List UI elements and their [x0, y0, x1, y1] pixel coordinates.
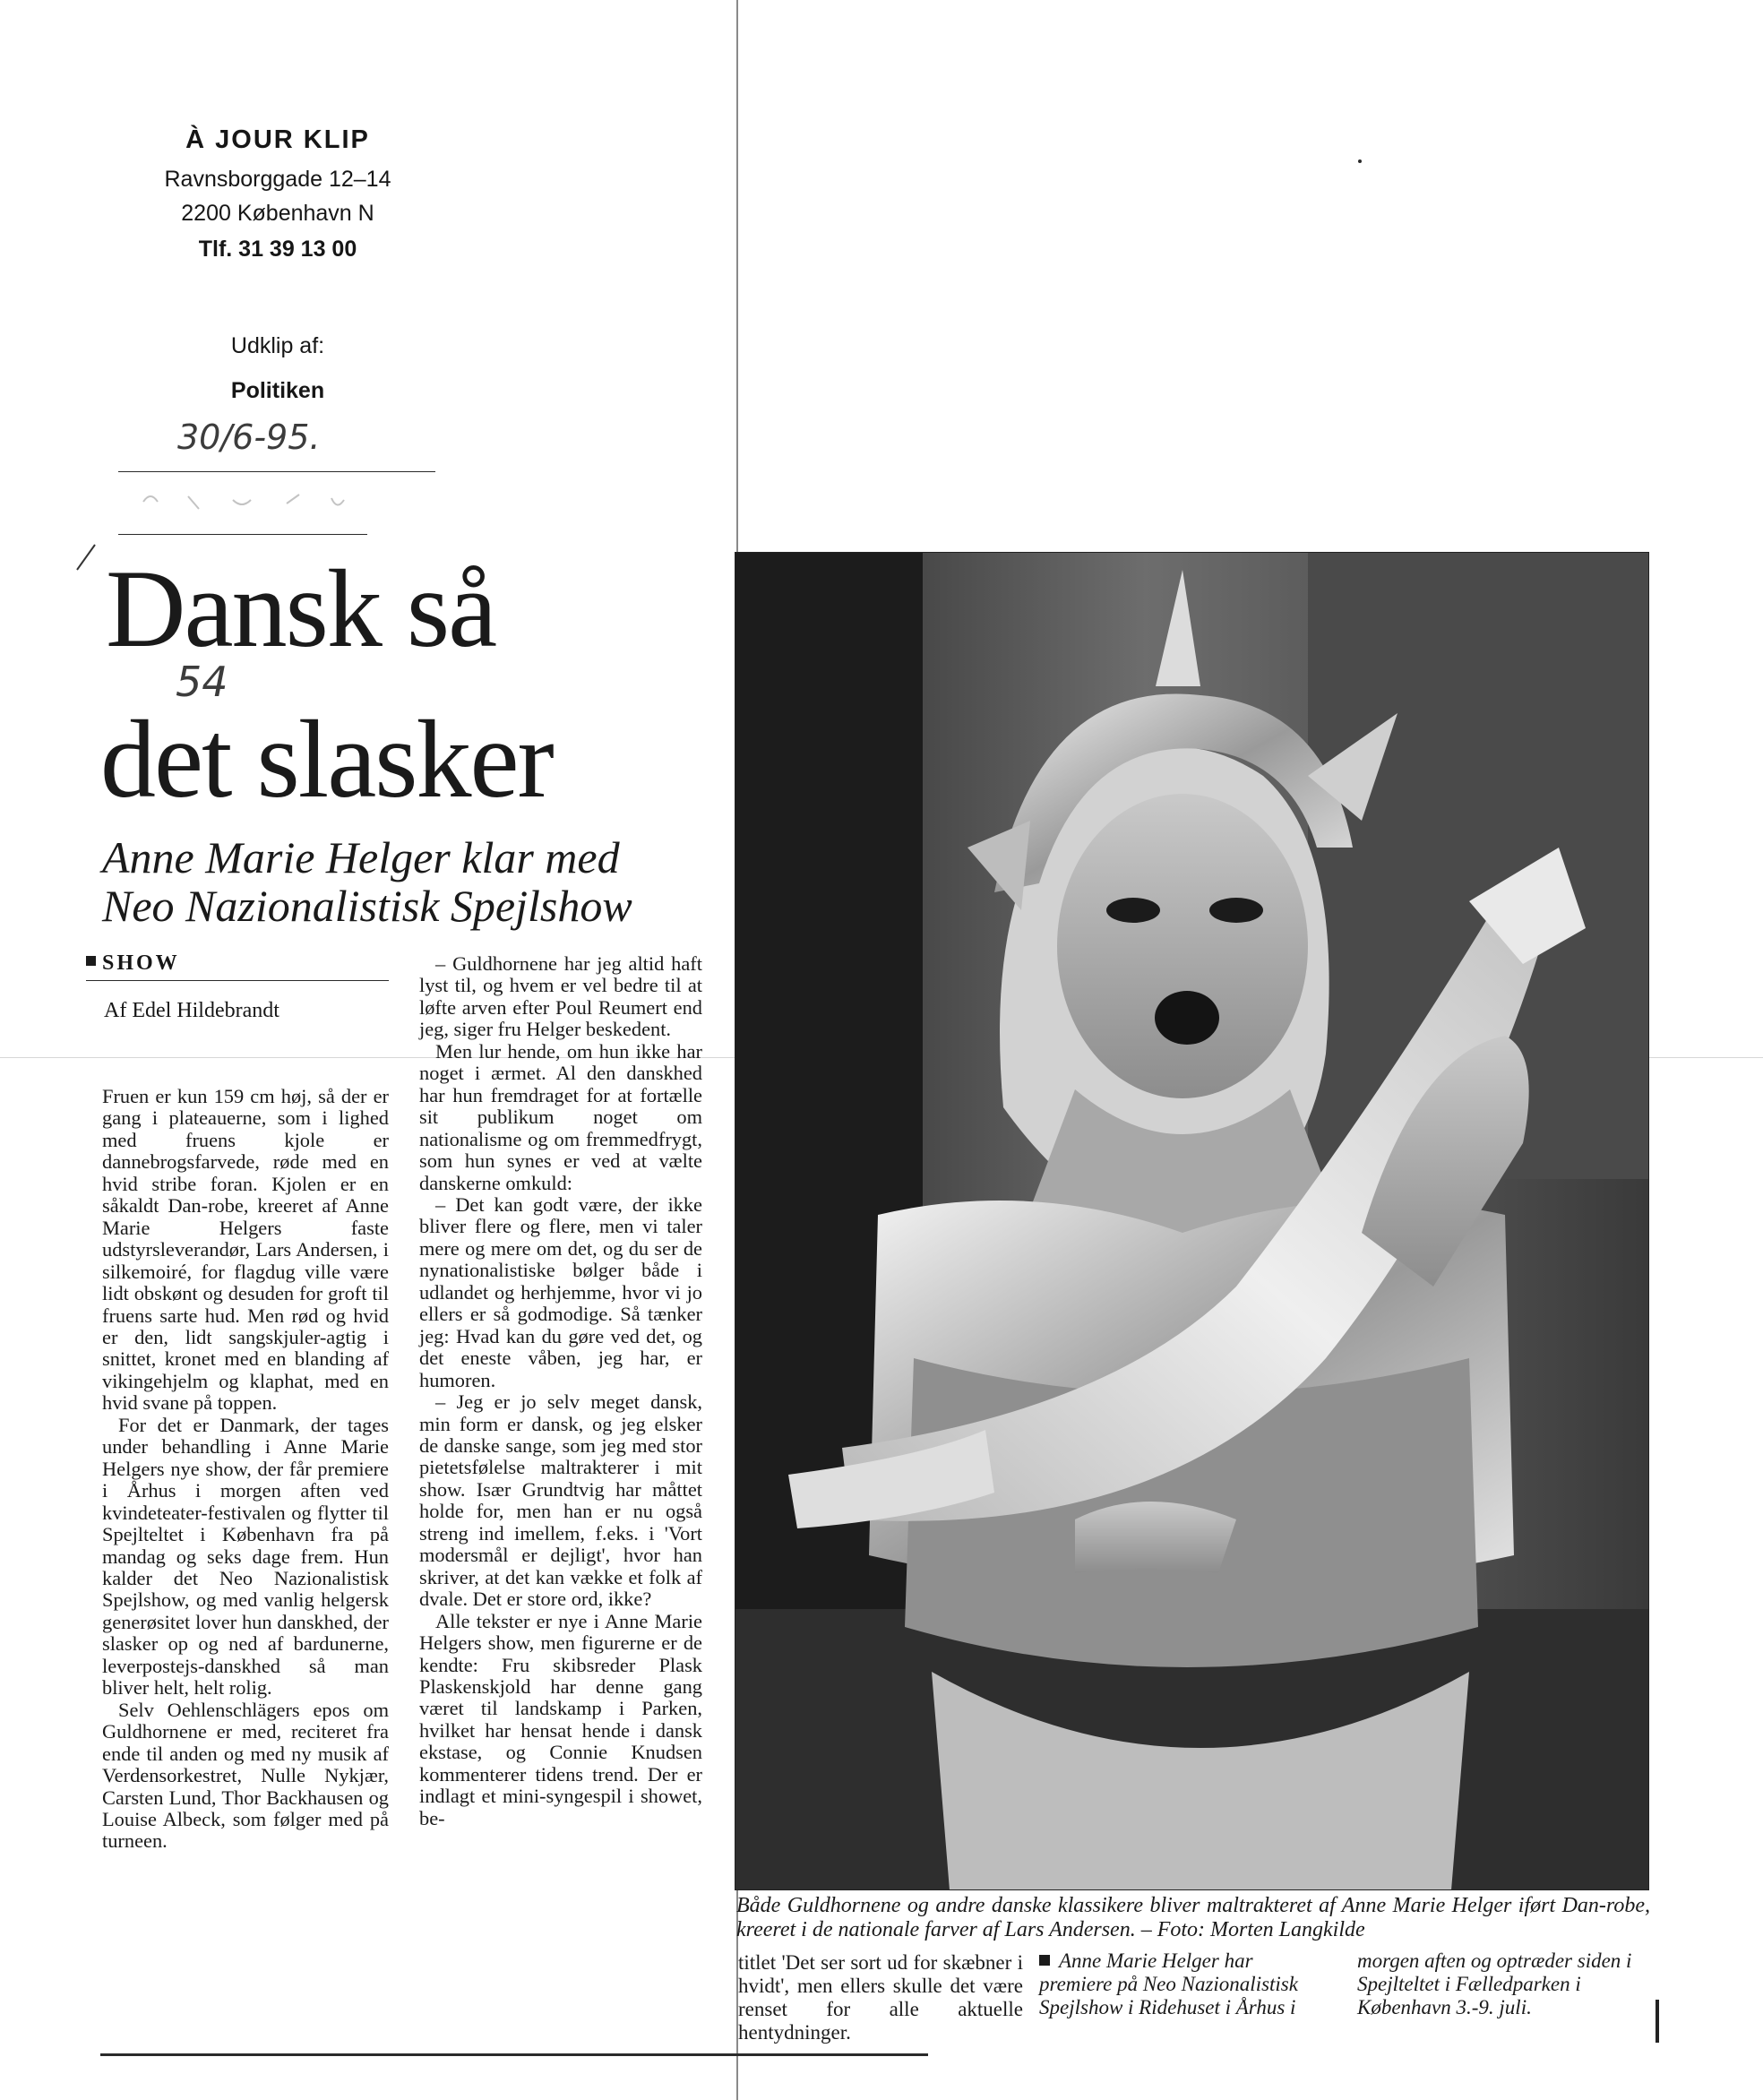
stamp-underline — [118, 471, 435, 472]
paragraph: – Det kan godt være, der ikke bliver flere og flere, men vi taler mere og mere om det, og du ser de nynationalistiske bølger både i udlandet og herhjemme, hvor vi jo ellers er så godmodige. Så tænker jeg: Hvad kan du gøre ved det, og det eneste våben, jeg har, er humoren. — [419, 1192, 702, 1391]
article-column-3 — [738, 1951, 1023, 2044]
article-photo — [735, 552, 1649, 1890]
article-column-4 — [1039, 1949, 1648, 2048]
pen-tick-mark — [73, 541, 100, 573]
clip-source-name: Politiken — [230, 378, 325, 403]
paragraph: – Guldhornene har jeg altid haft lyst til, og hvem er vel bedre til at løfte arven efter Poul Reumert end jeg, siger fru Helger beskedent. — [419, 952, 702, 1041]
scan-edge-mark — [1656, 2000, 1659, 2043]
section-label: SHOW — [102, 951, 180, 975]
paragraph: Selv Oehlenschlägers epos om Guldhornene er med, reciteret fra ende til anden og med ny musik af Verdensorkestret, Nulle Nykjær, Carsten Lund, Thor Backhausen og Louise Albeck, som følger med på turneen. — [102, 1698, 389, 1853]
article-bottom-rule — [100, 2053, 928, 2056]
faint-stamp-mark — [134, 484, 367, 520]
byline: Af Edel Hildebrandt — [104, 999, 280, 1022]
clipping-service-name: À JOUR KLIP — [185, 125, 370, 154]
show-info-paragraph — [1039, 1949, 1648, 2019]
section-rule — [86, 980, 389, 981]
paragraph: For det er Danmark, der tages under behandling i Anne Marie Helgers nye show, der får premiere i Århus i morgen aften ved kvindeteater-festivalen og flytter til Spejlteltet i København fra på mandag og seks dage frem. Hun kalder det Neo Nazionalistisk Spejlshow, og med vanlig helgersk generøsitet lover hun danskhed, der slasker op og ned af bardunerne, leverpostejs-danskhed så man bliver helt, helt rolig. — [102, 1413, 389, 1700]
photo-illustration — [735, 552, 1649, 1890]
paragraph: Fruen er kun 159 cm høj, så der er gang i plateauerne, som i lighed med fruens kjole er dannebrogsfarvede, røde med en hvid stribe foran. Kjolen er en såkaldt Dan-robe, kreeret af Anne Marie Helgers faste udstyrsleverandør, Lars Andersen, i silkemoiré, for flagdug ville være lidt obskønt og desuden for groft til fruens sarte hud. Men rød og hvid er den, lidt sangskjuler-agtig i snittet, kronet med en blanding af vikingehjelm og klaphat, med en hvid svane på toppen. — [102, 1085, 389, 1415]
clipping-service-address-street: Ravnsborggade 12–14 — [164, 167, 391, 192]
article-column-2 — [419, 953, 702, 1829]
clipping-service-phone: Tlf. 31 39 13 00 — [198, 237, 357, 262]
clip-source-label: Udklip af: — [230, 333, 325, 358]
info-marker-square — [1039, 1955, 1050, 1966]
subheadline-line-2: Neo Nazionalistisk Spejlshow — [102, 881, 632, 931]
handwritten-date: 30/6-95. — [177, 417, 321, 457]
scan-dust-speck — [1358, 159, 1362, 163]
clipping-service-address-city: 2200 København N — [181, 201, 374, 226]
stamp-separator — [118, 534, 367, 535]
headline-line-1: Dansk så — [106, 547, 496, 670]
article-column-1 — [102, 1086, 389, 1853]
headline-line-2: det slasker — [100, 698, 553, 821]
faint-stamp-svg — [134, 484, 367, 520]
subheadline-line-1: Anne Marie Helger klar med — [102, 832, 620, 882]
show-info-text: Anne Marie Helger har premiere på Neo Nazionalistisk Spejlshow i Ridehuset i Århus i morgen aften og optræder siden i Spejlteltet i Fælledparken i København 3.-9. juli. — [1039, 1949, 1632, 2018]
section-marker-square — [86, 956, 96, 966]
paragraph: – Jeg er jo selv meget dansk, min form er dansk, og jeg elsker de danske sange, som jeg med stor pietetsfølelse maltrakterer i mit show. Især Grundtvig har måttet holde for, men han er nu også streng ind imellem, f.eks. i 'Vort modersmål er dejligt', hvor han skriver, at det kan vække et folk af dvale. Det er store ord, ikke? — [419, 1390, 702, 1611]
paragraph: Men lur hende, om hun ikke har noget i ærmet. Al den danskhed har hun fremdraget for at fortælle sit publikum noget om nationalisme og om fremmedfrygt, som hun synes er ved at vælte danskerne omkuld: — [419, 1039, 702, 1194]
photo-caption-text: Både Guldhornene og andre danske klassikere bliver maltrakteret af Anne Marie Helger iført Dan-robe, kreeret i de nationale farver af Lars Andersen. – Foto: Morten Langkilde — [736, 1894, 1650, 1941]
paragraph: Alle tekster er nye i Anne Marie Helgers show, men figurerne er de kendte: Fru skibsreder Plask Plaskenskjold har denne gang været til landskamp i Parken, hvilket har hensat hende i dansk ekstase, og Connie Knudsen kommenterer tidens trend. Der er indlagt et mini-syngespil i showet, be- — [419, 1609, 702, 1829]
photo-caption — [736, 1894, 1650, 1942]
pen-tick-svg — [73, 541, 100, 573]
handwritten-page-number: 54 — [176, 658, 228, 706]
paragraph: titlet 'Det ser sort ud for skæbner i hvidt', men ellers skulle det være renset for alle aktuelle hentydninger. — [738, 1951, 1023, 2044]
